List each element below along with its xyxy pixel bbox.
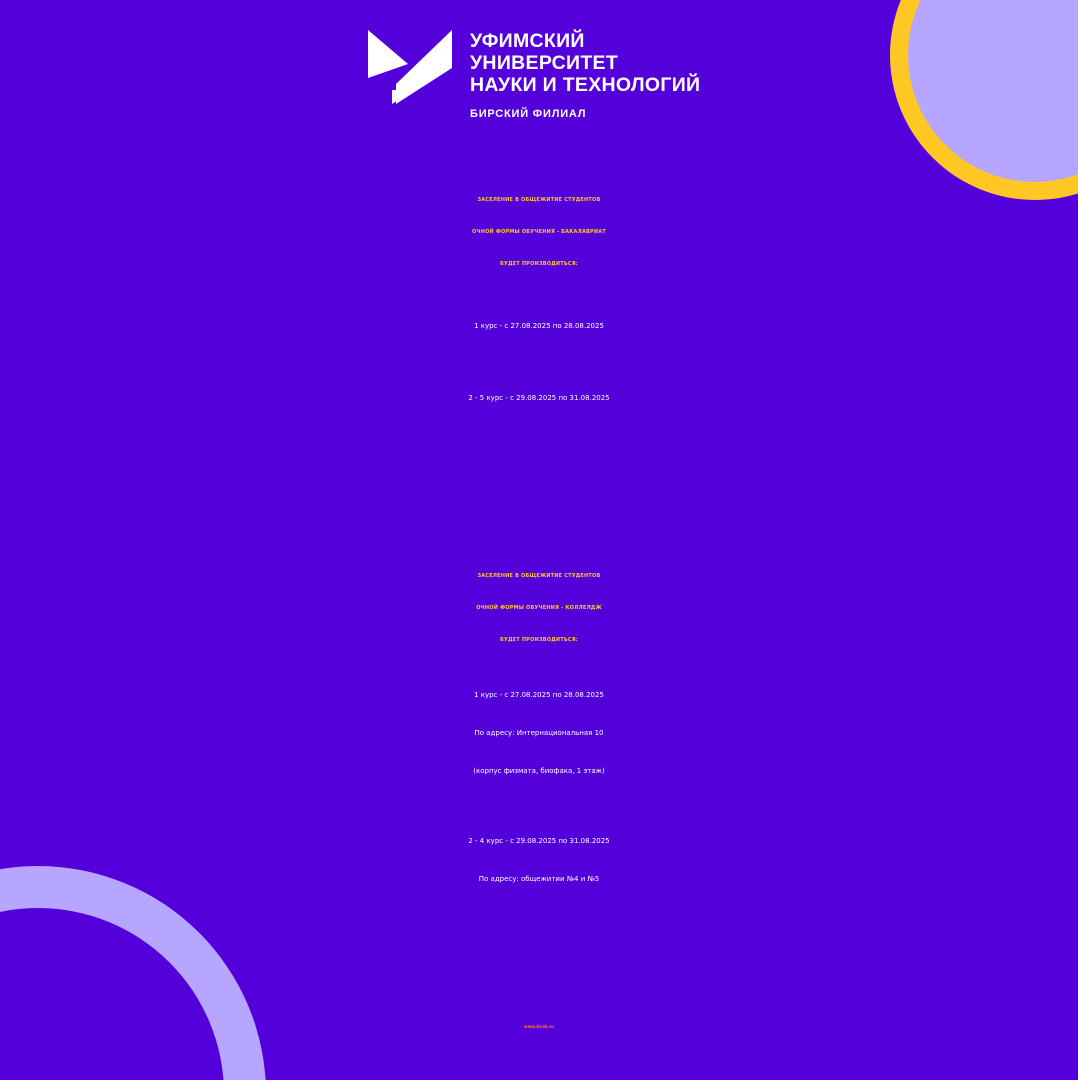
section2-course1-building: (корпус физмата, биофака, 1 этаж)	[473, 767, 605, 775]
section2-course2: 2 - 4 курс - с 29.08.2025 по 31.08.2025	[468, 837, 610, 845]
section2-heading-line1: ЗАСЕЛЕНИЕ В ОБЩЕЖИТИЕ СТУДЕНТОВ	[477, 573, 601, 579]
section1-heading	[0, 184, 1078, 280]
section2-lunch	[0, 961, 1078, 990]
university-name-line3: НАУКИ И ТЕХНОЛОГИЙ	[470, 74, 701, 96]
section1-lunch	[0, 482, 1078, 511]
section1-course1: 1 курс - с 27.08.2025 по 28.08.2025	[474, 322, 604, 330]
section2-course1-block	[0, 676, 1078, 790]
section1-heading-line3: БУДЕТ ПРОИЗВОДИТЬСЯ:	[500, 261, 578, 267]
section2-heading	[0, 560, 1078, 656]
university-name-line2: УНИВЕРСИТЕТ	[470, 52, 619, 74]
section1-heading-line2: ОЧНОЙ ФОРМЫ ОБУЧЕНИЯ - БАКАЛАВРИАТ	[472, 229, 606, 235]
section2-schedule	[0, 932, 1078, 990]
section1-heading-line1: ЗАСЕЛЕНИЕ В ОБЩЕЖИТИЕ СТУДЕНТОВ	[477, 197, 601, 203]
section2-time	[0, 932, 1078, 961]
section2-course1-address: По адресу: Интернациональная 10	[474, 729, 604, 737]
branch-name: БИРСКИЙ ФИЛИАЛ	[470, 108, 587, 120]
university-name	[470, 30, 700, 96]
section1-time	[0, 453, 1078, 482]
section1-schedule	[0, 453, 1078, 511]
section2-heading-line2: ОЧНОЙ ФОРМЫ ОБУЧЕНИЯ - КОЛЛЕЛДЖ	[476, 605, 602, 611]
university-name-line1: УФИМСКИЙ	[470, 30, 585, 52]
university-logo	[368, 28, 748, 128]
section2-course2-block	[0, 822, 1078, 898]
website-link[interactable]: www.birsk.ru	[524, 1024, 554, 1029]
university-logo-icon	[368, 28, 454, 108]
section2-course2-address: По адресу: общежитии №4 и №5	[478, 875, 600, 883]
section2-course1: 1 курс - с 27.08.2025 по 28.08.2025	[474, 691, 604, 699]
section2-heading-line3: БУДЕТ ПРОИЗВОДИТЬСЯ:	[500, 637, 578, 643]
section1-course2: 2 - 5 курс - с 29.08.2025 по 31.08.2025	[468, 394, 610, 402]
